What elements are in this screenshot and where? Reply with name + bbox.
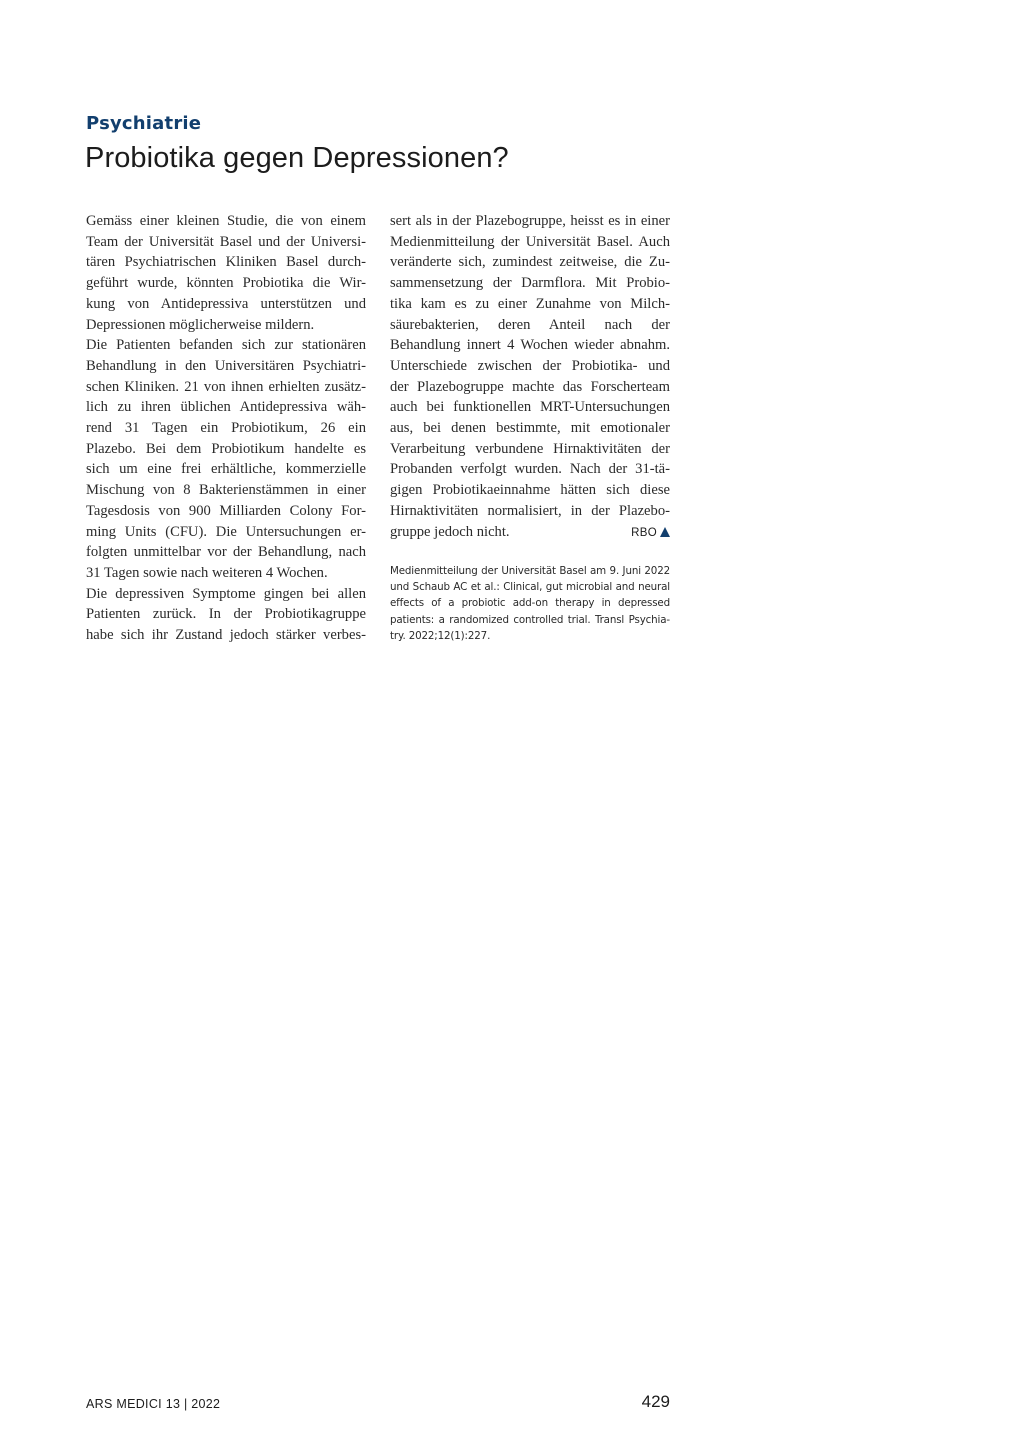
author-signature	[631, 523, 670, 544]
author-initials: RBO	[631, 526, 657, 539]
text-line: Probanden verfolgt wurden. Nach der 31-tä-	[390, 461, 670, 478]
text-line: Behandlung innert 4 Wochen wieder abnahm.	[390, 337, 670, 354]
text-line: folgten unmittelbar vor der Behandlung, nach	[86, 544, 366, 561]
text-line: 31 Tagen sowie nach weiteren 4 Wochen.	[86, 564, 328, 581]
text-line: geführt wurde, könnten Probiotika die Wir-	[86, 275, 366, 292]
article-column-left	[86, 211, 366, 646]
text-line: Depressionen möglicherweise mildern.	[86, 316, 315, 333]
text-line: Mischung von 8 Bakterienstämmen in einer	[86, 482, 366, 499]
text-line: säurebakterien, deren Anteil nach der	[390, 316, 670, 333]
triangle-up-icon	[660, 527, 670, 537]
paragraph	[86, 335, 366, 583]
text-line: Tagesdosis von 900 Milliarden Colony For-	[86, 502, 366, 519]
text-line: Die depressiven Symptome gingen bei allen	[86, 585, 366, 602]
paragraph	[390, 211, 670, 543]
final-line	[390, 522, 670, 544]
article-column-right	[390, 211, 670, 543]
text-line: aus, bei denen bestimmte, mit emotionaler	[390, 420, 670, 437]
article-title: Probiotika gegen Depressionen?	[85, 142, 509, 174]
text-line: Die Patienten befanden sich zur stationären	[86, 337, 366, 354]
reference-line: try. 2022;12(1):227.	[390, 629, 491, 642]
text-line: ming Units (CFU). Die Untersuchungen er-	[86, 523, 366, 540]
section-kicker: Psychiatrie	[86, 113, 202, 134]
text-line: Team der Universität Basel und der Universi-	[86, 233, 366, 250]
reference-line: patients: a randomized controlled trial. Transl Psychia-	[390, 613, 670, 626]
text-line: Gemäss einer kleinen Studie, die von einem	[86, 213, 366, 229]
text-line: habe sich ihr Zustand jedoch stärker verbes-	[86, 627, 366, 644]
text-line: Verarbeitung verbundene Hirnaktivitäten der	[390, 440, 670, 457]
paragraph	[86, 211, 366, 335]
journal-issue: ARS MEDICI 13 | 2022	[86, 1397, 221, 1411]
text-line: der Plazebogruppe machte das Forscherteam	[390, 378, 670, 395]
text-line: gigen Probiotikaeinnahme hätten sich diese	[390, 482, 670, 499]
reference-line: effects of a probiotic add-on therapy in depressed	[390, 597, 670, 610]
text-line: tika kam es zu einer Zunahme von Milch-	[390, 295, 670, 312]
text-line: tären Psychiatrischen Kliniken Basel durch-	[86, 254, 366, 271]
text-line: auch bei funktionellen MRT-Untersuchungen	[390, 399, 670, 416]
page-number: 429	[641, 1392, 670, 1411]
text-line: kung von Antidepressiva unterstützen und	[86, 295, 366, 312]
reference-line: und Schaub AC et al.: Clinical, gut microbial and neural	[390, 581, 670, 594]
text-line: gruppe jedoch nicht.	[390, 523, 510, 540]
paragraph	[86, 584, 366, 646]
reference-note	[390, 563, 670, 644]
text-line: Patienten zurück. In der Probiotikagruppe	[86, 606, 366, 623]
text-line: lich zu ihren üblichen Antidepressiva wäh-	[86, 399, 366, 416]
text-line: sich um eine frei erhältliche, kommerzielle	[86, 461, 366, 478]
text-line: schen Kliniken. 21 von ihnen erhielten zusätz-	[86, 378, 366, 395]
text-line: Hirnaktivitäten normalisiert, in der Plazebo-	[390, 502, 670, 519]
text-line: Plazebo. Bei dem Probiotikum handelte es	[86, 440, 366, 457]
text-line: sammensetzung der Darmflora. Mit Probio-	[390, 275, 670, 292]
text-line: Unterschiede zwischen der Probiotika- und	[390, 357, 670, 374]
text-line: rend 31 Tagen ein Probiotikum, 26 ein	[86, 420, 366, 437]
text-line: Behandlung in den Universitären Psychiatri-	[86, 357, 366, 374]
text-line: veränderte sich, zumindest zeitweise, die Zu-	[390, 254, 670, 271]
text-line: Medienmitteilung der Universität Basel. Auch	[390, 233, 670, 250]
text-line: sert als in der Plazebogruppe, heisst es in einer	[390, 213, 670, 229]
reference-line: Medienmitteilung der Universität Basel am 9. Juni 2022	[390, 565, 670, 577]
